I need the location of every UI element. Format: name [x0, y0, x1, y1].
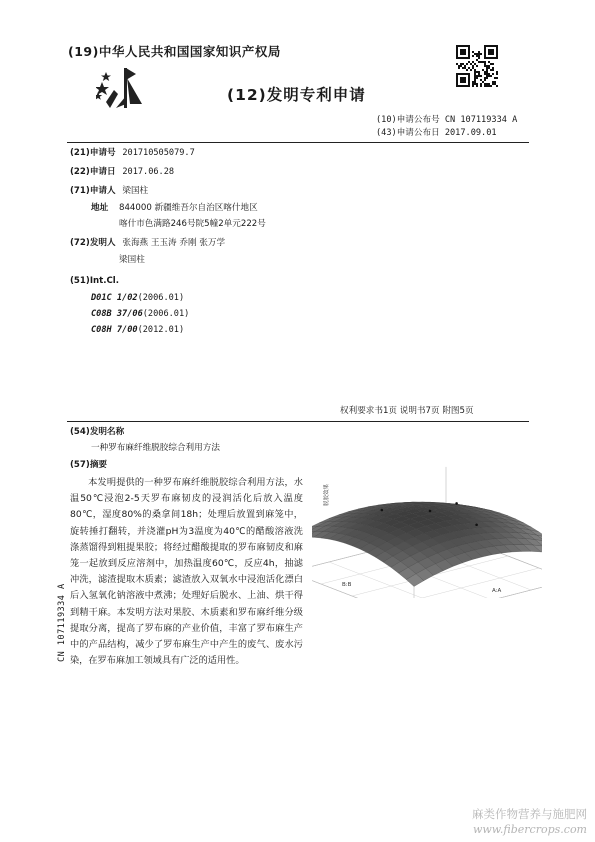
address-label: 地址: [91, 203, 109, 213]
ipc-code: D01C 1/02: [91, 293, 138, 303]
ipc-code: C08H 7/00: [91, 325, 138, 335]
watermark-url: www.fibercrops.com: [472, 823, 587, 836]
x-axis-label: A:A: [492, 588, 502, 594]
ipc-year: (2006.01): [142, 309, 190, 319]
side-publication-number: CN 107119334 A: [57, 583, 67, 662]
qr-code-icon: [456, 45, 498, 87]
patent-office-logo: [96, 64, 148, 116]
patent-office-name: (19)中华人民共和国国家知识产权局: [68, 44, 281, 59]
ipc-label: (51)Int.Cl.: [70, 276, 120, 286]
ipc-year: (2012.01): [137, 325, 185, 335]
address-line-2: 喀什市色满路246号院5幢2单元222号: [119, 219, 266, 229]
applicant-label: (71)申请人: [70, 186, 116, 196]
application-date-label: (22)申请日: [70, 167, 116, 177]
ipc-code: C08B 37/06: [91, 309, 143, 319]
ipc-entry: [91, 325, 184, 336]
ipc-entry: [91, 293, 184, 304]
application-date: 2017.06.28: [122, 167, 175, 177]
application-number-row: [70, 148, 195, 159]
ipc-year: (2006.01): [137, 293, 185, 303]
publication-date: (43)申请公布日 2017.09.01: [376, 128, 497, 138]
invention-title: 一种罗布麻纤维脱胶综合利用方法: [91, 443, 220, 453]
biblio-divider: [67, 421, 529, 422]
inventors-row: [70, 238, 225, 249]
design-point: [381, 509, 384, 512]
y-axis-label: B:B: [342, 582, 352, 588]
publication-number: (10)申请公布号 CN 107119334 A: [376, 115, 518, 125]
qr-code: [456, 45, 498, 87]
header-divider: [67, 142, 529, 143]
design-point: [429, 510, 432, 513]
design-point: [455, 502, 458, 505]
design-point: [475, 523, 478, 526]
invention-title-label: (54)发明名称: [70, 427, 125, 437]
inventors-line-2: 梁国柱: [119, 255, 145, 265]
abstract-text: [70, 475, 303, 669]
abstract-body: 本发明提供的一种罗布麻纤维脱胶综合利用方法，水温50℃浸泡2-5天罗布麻韧皮的浸润活化后放入温度80℃，湿度80%的桑拿间18h；处理后放置到麻笼中，旋转捶打翻转，并浇灌pH为3温度为40℃的醋酸溶液洗涤蒸馏得到粗提果胶；将经过醋酸提取的罗布麻韧皮和麻笼一起放到反应溶剂中，加热温度60℃，反应4h，抽滤冲洗，滤渣提取木质素；滤渣放入双氧水中浸泡活化漂白后入氢氧化钠溶液中煮沸；处理好后脱水、上油、烘干得到精干麻。本发明方法对果胶、木质素和罗布麻纤维分级提取分离，提高了罗布麻的产业价值，丰富了罗布麻生产中的产品结构，减少了罗布麻生产中产生的废气、废水污染，在罗布麻加工领域具有广泛的适用性。: [70, 477, 303, 667]
inventors-line-1: 张海燕 王玉涛 乔刚 张万学: [122, 238, 226, 248]
document-type-title: (12)发明专利申请: [227, 86, 366, 104]
inventors-label: (72)发明人: [70, 238, 116, 248]
logo-emblem-icon: [96, 64, 148, 116]
applicant-name: 梁国柱: [122, 186, 149, 196]
abstract-label: (57)摘要: [70, 460, 108, 470]
floor-grid-line: [312, 572, 414, 598]
z-axis-label: 脱胶效果: [324, 483, 330, 506]
abstract-figure: [312, 446, 542, 598]
ipc-entry: [91, 309, 189, 320]
application-number-label: (21)申请号: [70, 148, 116, 158]
application-number: 201710505079.7: [122, 148, 195, 158]
pages-info: 权利要求书1页 说明书7页 附图5页: [340, 406, 474, 416]
applicant-row: [70, 186, 148, 197]
address-line-1: 844000 新疆维吾尔自治区喀什地区: [119, 203, 258, 213]
watermark-site-name: 麻类作物营养与施肥网: [472, 807, 587, 821]
response-surface-plot: [312, 446, 542, 598]
application-date-row: [70, 167, 174, 178]
